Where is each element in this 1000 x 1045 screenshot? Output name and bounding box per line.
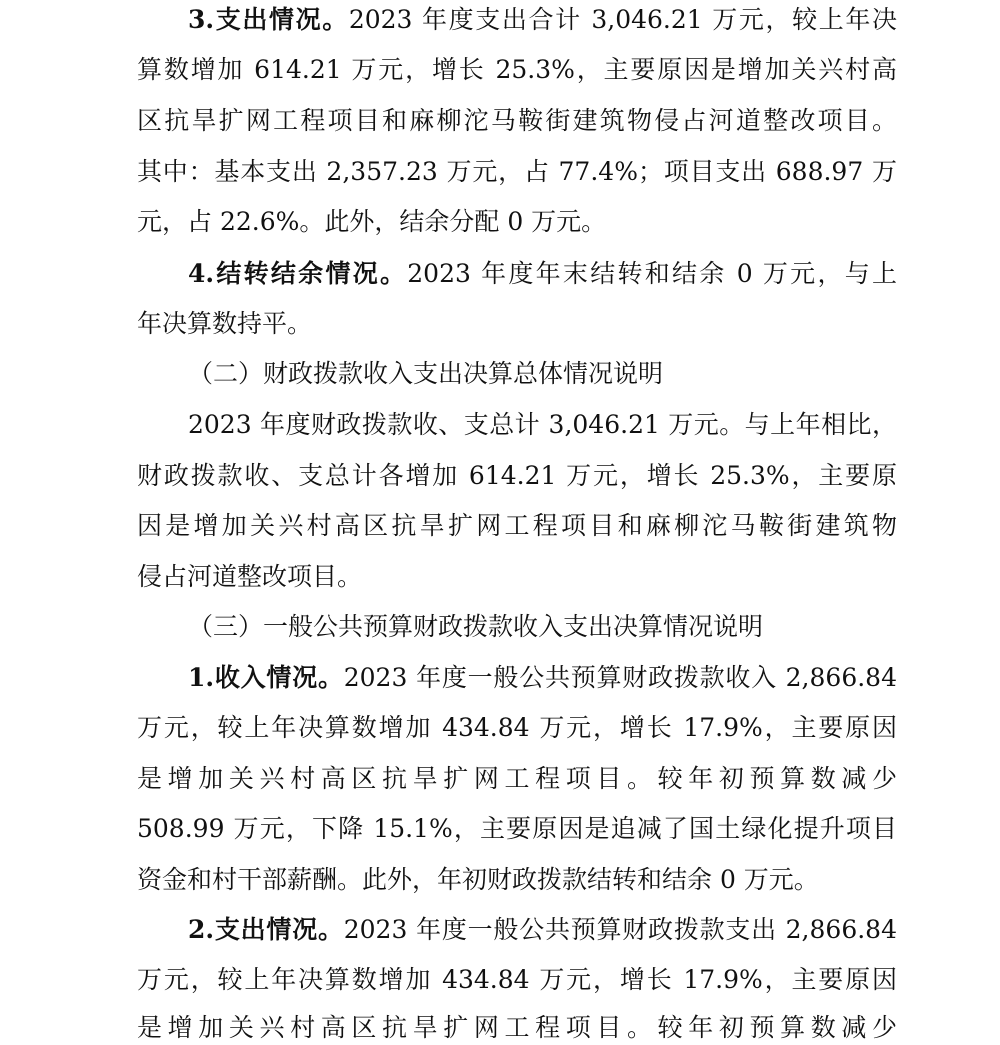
expenditure-paragraph-line-5: 元，占 22.6%。此外，结余分配 0 万元。 [137, 207, 607, 236]
expenditure-paragraph-line-3: 区抗旱扩网工程项目和麻柳沱马鞍街建筑物侵占河道整改项目。 [137, 106, 897, 135]
expenditure-heading: 3.支出情况。 [188, 5, 349, 34]
gp-expenditure-paragraph-line-1 [188, 913, 897, 947]
expenditure-paragraph-line-2: 算数增加 614.21 万元，增长 25.3%，主要原因是增加关兴村高 [137, 55, 897, 84]
subsection-3-title: （三）一般公共预算财政拨款收入支出决算情况说明 [188, 612, 764, 641]
expenditure-paragraph-line-4: 其中：基本支出 2,357.23 万元，占 77.4%；项目支出 688.97 万 [137, 157, 897, 186]
carryover-heading: 4.结转结余情况。 [188, 259, 408, 288]
subsection-2-line-4: 侵占河道整改项目。 [137, 562, 363, 591]
carryover-paragraph-line-1 [188, 257, 897, 291]
income-paragraph-line-4: 508.99 万元，下降 15.1%，主要原因是追减了国土绿化提升项目 [137, 814, 897, 843]
gp-expenditure-heading: 2.支出情况。 [188, 915, 344, 944]
expenditure-paragraph-line-1 [188, 3, 897, 37]
expenditure-text: 2023 年度支出合计 3,046.21 万元，较上年决 [348, 5, 897, 34]
income-text: 2023 年度一般公共预算财政拨款收入 2,866.84 [343, 663, 897, 692]
gp-expenditure-paragraph-line-3: 是增加关兴村高区抗旱扩网工程项目。较年初预算数减少 [137, 1013, 897, 1042]
income-heading: 1.收入情况。 [188, 663, 344, 692]
subsection-2-title: （二）财政拨款收入支出决算总体情况说明 [188, 359, 664, 388]
income-paragraph-line-2: 万元，较上年决算数增加 434.84 万元，增长 17.9%，主要原因 [137, 713, 897, 742]
income-paragraph-line-1 [188, 661, 897, 695]
income-paragraph-line-3: 是增加关兴村高区抗旱扩网工程项目。较年初预算数减少 [137, 764, 897, 793]
subsection-2-line-3: 因是增加关兴村高区抗旱扩网工程项目和麻柳沱马鞍街建筑物 [137, 511, 897, 540]
gp-expenditure-text: 2023 年度一般公共预算财政拨款支出 2,866.84 [343, 915, 897, 944]
carryover-paragraph-line-2: 年决算数持平。 [137, 309, 313, 338]
carryover-text: 2023 年度年末结转和结余 0 万元，与上 [407, 259, 897, 288]
income-paragraph-line-5: 资金和村干部薪酬。此外，年初财政拨款结转和结余 0 万元。 [137, 865, 819, 894]
gp-expenditure-paragraph-line-2: 万元，较上年决算数增加 434.84 万元，增长 17.9%，主要原因 [137, 965, 897, 994]
subsection-2-line-1: 2023 年度财政拨款收、支总计 3,046.21 万元。与上年相比， [188, 410, 897, 439]
subsection-2-line-2: 财政拨款收、支总计各增加 614.21 万元，增长 25.3%，主要原 [137, 461, 897, 490]
